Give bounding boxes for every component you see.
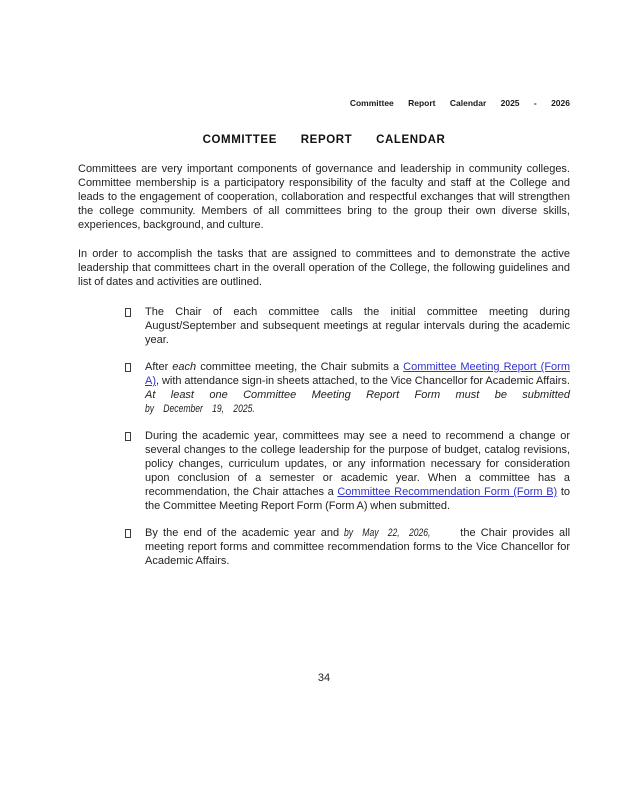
bullet-text-post: the Chair provides all meeting report forms and committee recommendation forms to the Vice Chancellor for Academic Affairs. xyxy=(145,527,571,567)
italic-deadline-sentence: At least one Committee Meeting Report Form must be submitted xyxy=(145,389,570,401)
square-bullet-icon xyxy=(125,363,131,372)
italic-word-each: each xyxy=(172,361,197,373)
square-bullet-icon xyxy=(125,308,131,317)
intro-paragraph: Committees are very important components of governance and leadership in community colleges. Committee membership is a participatory responsibility of the faculty and staff at the College and leads to the engagement of cooperation, collaboration and respectful exchanges that will strengthen the college community. Members of all committees bring to the group their own diverse skills, experiences, background, and culture. xyxy=(78,163,570,231)
bullet-text: The Chair of each committee calls the initial committee meeting during August/September and subsequent meetings at regular intervals during the academic year. xyxy=(145,306,570,346)
form-a-link[interactable]: Committee Meeting Report (Form A) xyxy=(145,361,570,387)
bullet-text-after-link: , with attendance sign-in sheets attached, to the Vice Chancellor for Academic Affairs. xyxy=(156,375,570,387)
list-item-meeting-report xyxy=(78,360,570,416)
square-bullet-icon xyxy=(125,529,131,538)
form-b-link[interactable]: Committee Recommendation Form (Form B) xyxy=(337,486,558,498)
guidelines-list xyxy=(78,305,570,568)
page-title: COMMITTEE REPORT CALENDAR xyxy=(202,134,446,146)
bullet-text-pre: During the academic year, committees may see a need to recommend a change or several changes to the college leadership for the purpose of budget, catalog revisions, policy changes, curriculum updates, or any information necessary for consideration upon conclusion of a semester or academic year. When a committee has a recommendation, the Chair attaches a xyxy=(145,430,570,498)
list-item-year-end xyxy=(78,526,570,568)
deadline-date: by December 19, 2025. xyxy=(145,403,255,415)
bullet-text-pre: After xyxy=(145,361,173,373)
year-end-date: by May 22, 2026, xyxy=(344,527,431,539)
bullet-text-pre: By the end of the academic year and xyxy=(145,527,345,539)
bullet-text-after-link: to the Committee Meeting Report Form (Form A) when submitted. xyxy=(145,486,571,512)
list-item-initial-meeting xyxy=(78,305,570,347)
running-header: Committee Report Calendar 2025 - 2026 xyxy=(349,98,570,108)
list-item-recommendation xyxy=(78,429,570,513)
page-number: 34 xyxy=(317,672,331,684)
square-bullet-icon xyxy=(125,432,131,441)
purpose-paragraph: In order to accomplish the tasks that are assigned to committees and to demonstrate the active leadership that committees chart in the overall operation of the College, the following guidelines and list of dates and activities are outlined. xyxy=(78,248,570,288)
bullet-text-mid: committee meeting, the Chair submits a xyxy=(196,361,404,373)
